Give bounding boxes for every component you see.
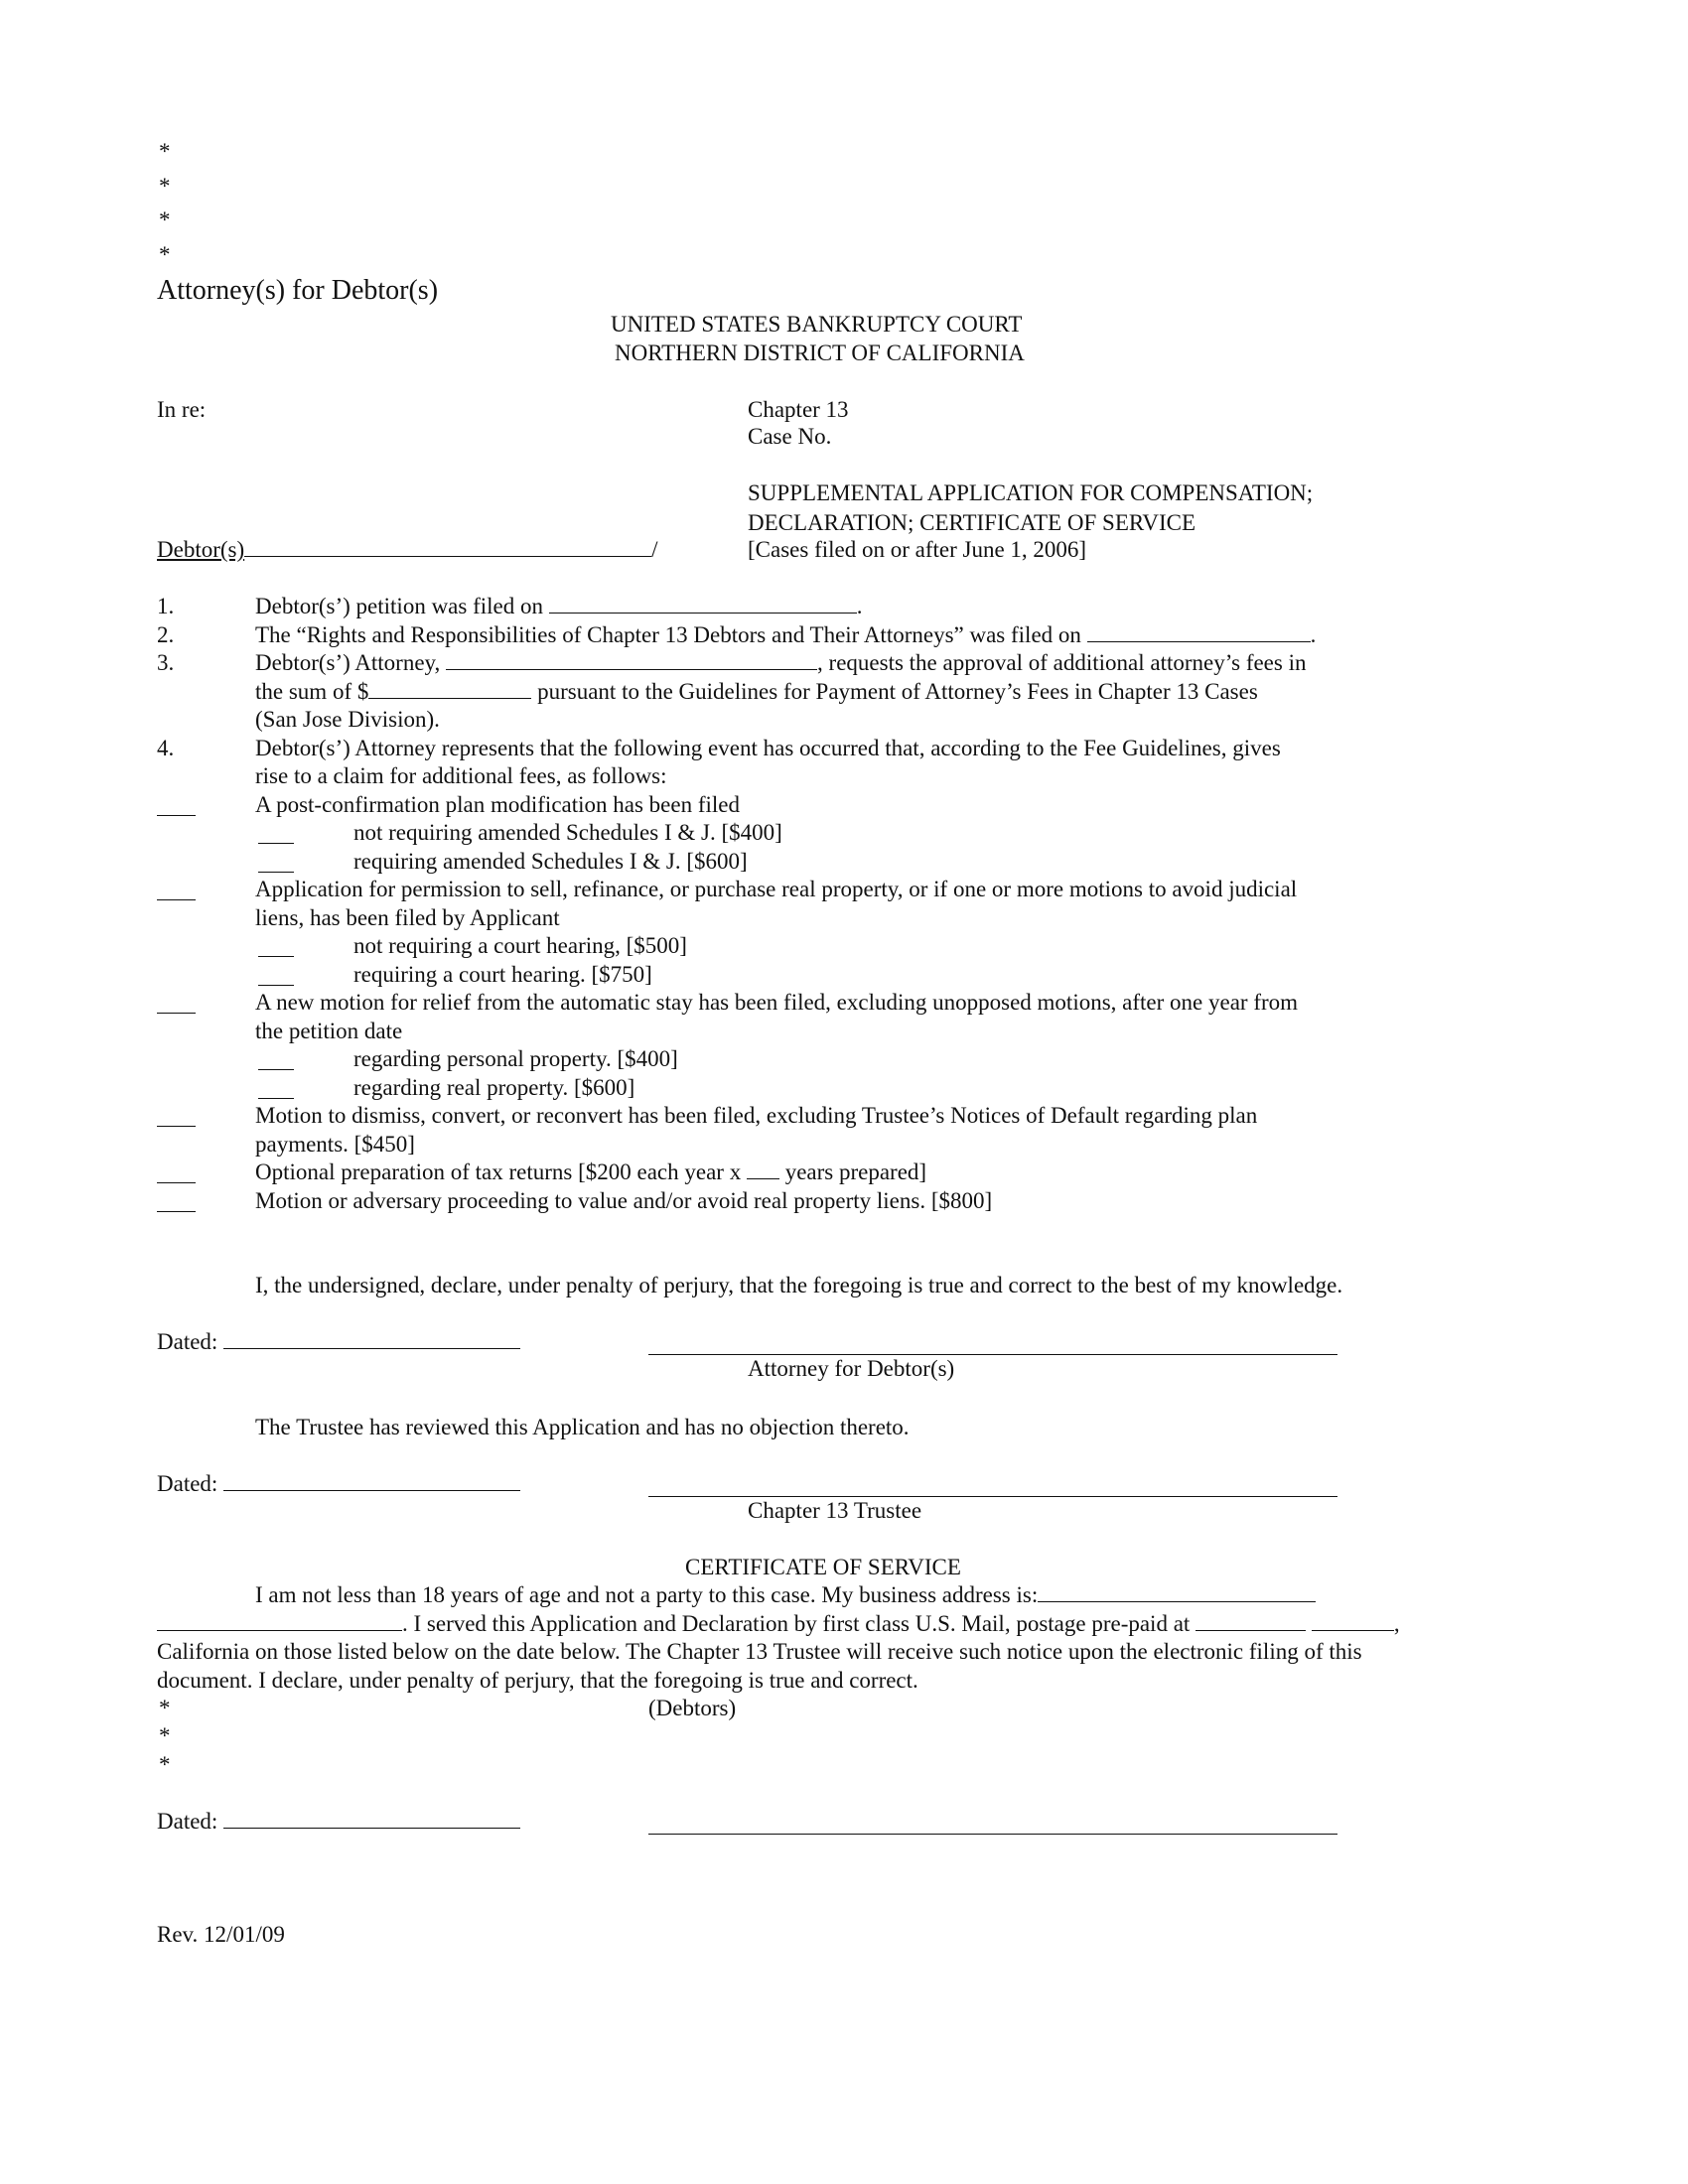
period: . [1310, 622, 1317, 647]
attorney-signature-label: Attorney for Debtor(s) [748, 1356, 955, 1381]
debtors-label: (Debtors) [648, 1696, 737, 1720]
item-text: , requests the approval of additional attorney’s fees in [817, 650, 1307, 675]
server-signature-line[interactable] [648, 1834, 1337, 1835]
asterisk: * [159, 242, 171, 267]
comma: , [1393, 1611, 1400, 1636]
dated-label: Dated: [157, 1471, 218, 1496]
dated-label [157, 1808, 520, 1836]
in-re-label: In re: [157, 397, 207, 422]
attorney-label: Attorney(s) for Debtor(s) [157, 275, 439, 306]
certificate-text: California on those listed below on the date below. The Chapter 13 Trustee will receive such notice upon the electronic filing of this [157, 1639, 1362, 1664]
event-text: years prepared] [784, 1160, 927, 1184]
event-text: Motion to dismiss, convert, or reconvert has been filed, excluding Trustee’s Notices of Default regarding plan [255, 1103, 1258, 1128]
event-text: regarding real property. [$600] [353, 1075, 635, 1100]
item-number: 1. [157, 594, 175, 618]
item-3-cont [255, 678, 1258, 706]
debtors-label: Debtor(s) [157, 537, 245, 562]
document-title: DECLARATION; CERTIFICATE OF SERVICE [748, 510, 1196, 535]
event-text: requiring a court hearing. [$750] [353, 962, 652, 987]
court-name: UNITED STATES BANKRUPTCY COURT [611, 312, 1023, 337]
item-text: Debtor(s’) Attorney represents that the following event has occurred that, according to the Fee Guidelines, gives [255, 736, 1281, 760]
court-district: NORTHERN DISTRICT OF CALIFORNIA [615, 341, 1025, 365]
revision-date: Rev. 12/01/09 [157, 1922, 285, 1947]
event-checkbox[interactable] [258, 936, 294, 957]
rights-filed-date-field[interactable] [1087, 621, 1311, 642]
certificate-text [157, 1610, 1400, 1638]
event-checkbox[interactable] [258, 965, 294, 986]
item-2 [255, 621, 1316, 649]
date-field[interactable] [223, 1470, 520, 1491]
event-text [255, 1159, 926, 1186]
petition-date-field[interactable] [549, 593, 857, 614]
trustee-signature-label: Chapter 13 Trustee [748, 1498, 922, 1523]
item-1 [255, 593, 862, 620]
event-checkbox[interactable] [157, 1191, 196, 1212]
date-field[interactable] [223, 1328, 520, 1349]
event-checkbox[interactable] [157, 795, 196, 816]
chapter-label: Chapter 13 [748, 397, 849, 422]
certificate-text [255, 1581, 1316, 1609]
asterisk: * [159, 1696, 171, 1720]
event-checkbox[interactable] [157, 880, 196, 900]
slash: / [651, 537, 658, 562]
event-text: Optional preparation of tax returns [$200 each year x [255, 1160, 742, 1184]
item-text: Debtor(s’) petition was filed on [255, 594, 543, 618]
business-address-field-cont[interactable] [157, 1610, 402, 1631]
debtors-field[interactable] [244, 536, 651, 557]
item-number: 2. [157, 622, 175, 647]
event-checkbox[interactable] [157, 1106, 196, 1127]
certificate-title: CERTIFICATE OF SERVICE [685, 1555, 961, 1579]
event-checkbox[interactable] [258, 1078, 294, 1099]
event-text: liens, has been filed by Applicant [255, 905, 560, 930]
event-checkbox[interactable] [157, 1162, 196, 1183]
declaration-text: I, the undersigned, declare, under penalty of perjury, that the foregoing is true and correct to the best of my knowledge. [255, 1273, 1343, 1297]
trustee-statement: The Trustee has reviewed this Application and has no objection thereto. [255, 1415, 910, 1439]
item-text: rise to a claim for additional fees, as follows: [255, 763, 667, 788]
asterisk: * [159, 1752, 171, 1777]
item-3 [255, 649, 1306, 677]
event-text: payments. [$450] [255, 1132, 415, 1157]
dated-label: Dated: [157, 1809, 218, 1834]
item-text: (San Jose Division). [255, 707, 440, 732]
event-text: regarding personal property. [$400] [353, 1046, 678, 1071]
asterisk: * [159, 207, 171, 232]
item-number: 3. [157, 650, 175, 675]
mailing-city-field-2[interactable] [1312, 1610, 1394, 1631]
event-checkbox[interactable] [258, 852, 294, 873]
debtors-line [157, 536, 658, 564]
item-text: the sum of $ [255, 679, 369, 704]
document-subtitle: [Cases filed on or after June 1, 2006] [748, 537, 1087, 562]
event-checkbox[interactable] [157, 993, 196, 1014]
item-text: pursuant to the Guidelines for Payment of Attorney’s Fees in Chapter 13 Cases [537, 679, 1258, 704]
item-text: Debtor(s’) Attorney, [255, 650, 441, 675]
period: . [856, 594, 863, 618]
fee-amount-field[interactable] [368, 678, 531, 699]
certificate-text: I am not less than 18 years of age and not a party to this case. My business address is: [255, 1582, 1039, 1607]
event-text: A new motion for relief from the automatic stay has been filed, excluding unopposed motions, after one year from [255, 990, 1299, 1015]
event-checkbox[interactable] [258, 1049, 294, 1070]
dated-label [157, 1470, 520, 1498]
event-text: requiring amended Schedules I & J. [$600] [353, 849, 748, 874]
case-no-label: Case No. [748, 424, 832, 449]
business-address-field[interactable] [1038, 1581, 1316, 1602]
asterisk: * [159, 139, 171, 164]
event-text: the petition date [255, 1019, 403, 1043]
asterisk: * [159, 174, 171, 199]
dated-label [157, 1328, 520, 1356]
item-text: The “Rights and Responsibilities of Chapter 13 Debtors and Their Attorneys” was filed on [255, 622, 1081, 647]
event-checkbox[interactable] [258, 823, 294, 844]
event-text: Application for permission to sell, refinance, or purchase real property, or if one or more motions to avoid judicial [255, 877, 1298, 901]
date-field[interactable] [223, 1808, 520, 1829]
dated-label: Dated: [157, 1329, 218, 1354]
event-text: A post-confirmation plan modification has been filed [255, 792, 740, 817]
certificate-text: . I served this Application and Declaration by first class U.S. Mail, postage pre-paid at [402, 1611, 1191, 1636]
mailing-city-field[interactable] [1196, 1610, 1306, 1631]
certificate-text: document. I declare, under penalty of perjury, that the foregoing is true and correct. [157, 1668, 918, 1693]
attorney-name-field[interactable] [446, 649, 817, 670]
event-text: Motion or adversary proceeding to value and/or avoid real property liens. [$800] [255, 1188, 993, 1213]
document-title: SUPPLEMENTAL APPLICATION FOR COMPENSATION; [748, 480, 1314, 505]
event-text: not requiring amended Schedules I & J. [$400] [353, 820, 782, 845]
event-text: not requiring a court hearing, [$500] [353, 933, 687, 958]
asterisk: * [159, 1723, 171, 1748]
item-number: 4. [157, 736, 175, 760]
years-field[interactable] [747, 1159, 779, 1179]
